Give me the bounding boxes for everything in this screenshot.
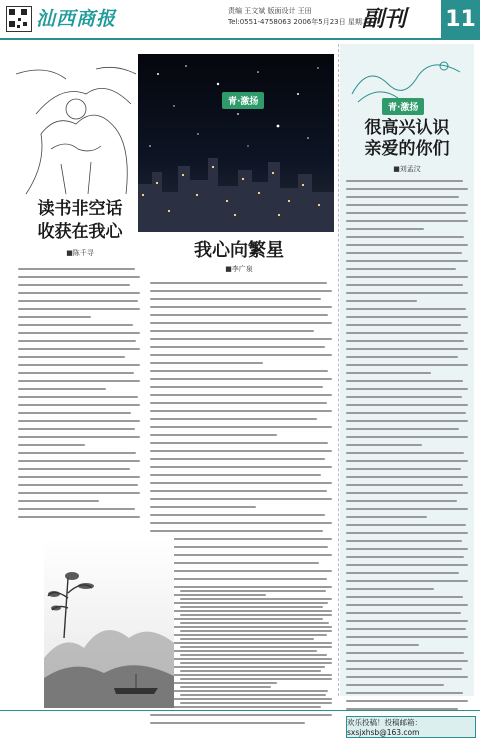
sketch-illustration [6, 54, 146, 204]
page-number: 11 [441, 0, 480, 38]
footer-divider [0, 710, 480, 711]
middle-article-title: 我心向繁星 [194, 240, 284, 261]
middle-article-author: ■李广泉 [225, 265, 253, 273]
issue-date: Tel:0551-4758063 2006年5月23日 星期二 [228, 18, 369, 26]
right-section-tag: 青·激扬 [382, 98, 424, 115]
starry-sky-illustration [138, 54, 334, 232]
left-article-author: ■陈千寻 [66, 249, 94, 257]
ink-wash-painting [44, 538, 174, 708]
right-title-line-1: 很高兴认识 [364, 118, 450, 138]
submission-contact: 欢乐投稿！投稿邮箱：sxsjxhsb@163.com [346, 716, 476, 738]
masthead: 汕西商报 [36, 8, 117, 30]
left-title-line-2: 收获在我心 [37, 222, 123, 242]
qr-code-icon [6, 6, 32, 32]
section-title: 副刊 [362, 6, 407, 32]
right-article-title [344, 118, 470, 160]
right-title-line-2: 亲爱的你们 [364, 139, 450, 159]
right-article-body [346, 180, 468, 724]
editor-credits: 责编 王文斌 版面设计 王田 [228, 7, 312, 15]
left-article-title [20, 198, 140, 244]
column-divider [338, 44, 339, 696]
middle-section-tag: 青·激扬 [222, 92, 264, 109]
right-article-author: ■刘孟汶 [393, 165, 421, 173]
header-divider [0, 38, 480, 40]
left-article-body [18, 268, 140, 524]
night-city-photo [138, 54, 334, 232]
middle-article-body-continued [180, 590, 332, 710]
left-title-line-1: 读书非空话 [37, 199, 123, 219]
